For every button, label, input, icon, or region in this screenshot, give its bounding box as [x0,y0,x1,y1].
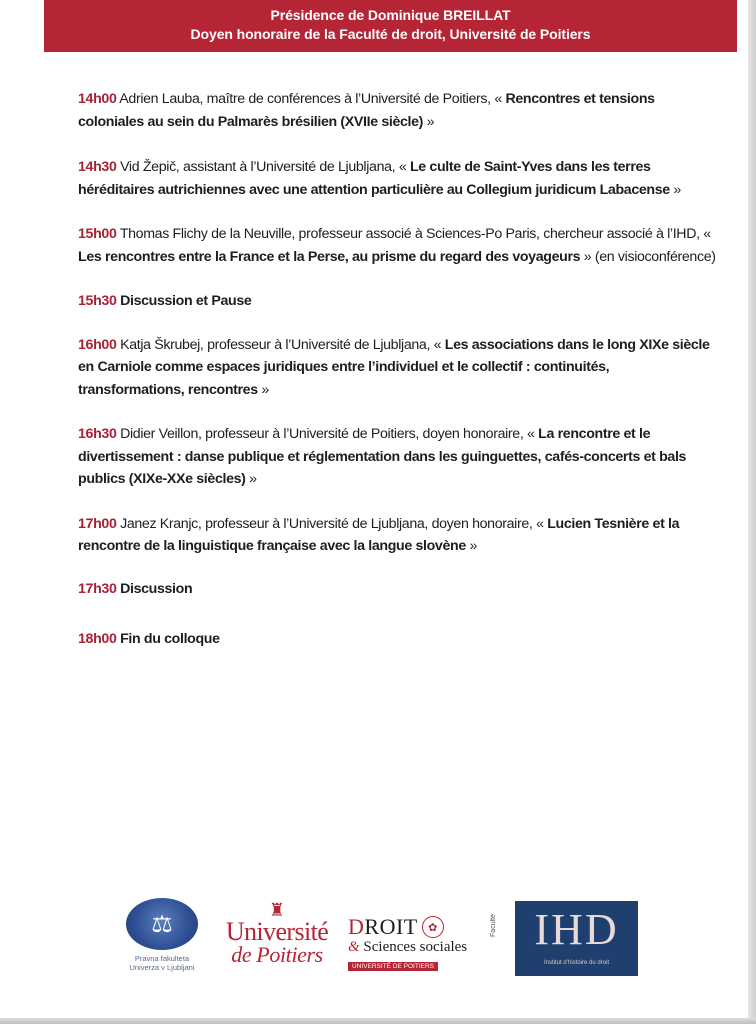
scales-icon: ⚖ [126,898,198,950]
program-entry [78,156,718,201]
entry-speaker: Didier Veillon, professeur à l’Université de Poitiers, doyen honoraire, « [116,426,539,442]
droit-subtitle-text: Sciences sociales [363,939,468,955]
entry-title: Le culte de Saint-Yves dans les terres héréditaires autrichiennes avec une attention particulière au Collegium juridicum Labacense [78,159,670,198]
entry-title: La rencontre et le divertissement : danse publique et réglementation dans les guinguettes, cafés-concerts et bals publics (XIXe-XXe siècles) [78,426,687,487]
program-list [78,88,718,651]
session-chair: Présidence de Dominique BREILLAT [270,7,511,23]
entry-time: 14h00 [78,91,117,107]
ihd-letters: IHD [534,905,619,954]
entry-speaker: Adrien Lauba, maître de conférences à l’Université de Poitiers, « [116,91,506,107]
entry-closing: » [465,538,478,554]
ihd-caption: Institut d’histoire du droit [543,960,610,966]
droit-faculte-label: Faculté [490,914,497,937]
droit-word-red: D [348,914,365,939]
chair-title: Doyen honoraire de la Faculté de droit, Université de Poitiers [190,26,591,42]
entry-title: Les associations dans le long XIXe siècle en Carniole comme espaces juridiques entre l’individuel et le collectif : continuités, transformations, rencontres [78,336,710,398]
droit-ampersand: & [348,939,360,955]
entry-title: Discussion et Pause [120,293,252,309]
program-entry [78,578,718,601]
droit-subtitle [348,939,506,955]
universite-poitiers-logo [218,900,336,966]
entry-title: Lucien Tesnière et la rencontre de la linguistique française avec la langue slovène [78,515,680,554]
entry-closing: » (en visioconférence) [580,248,716,265]
program-entry [78,334,718,402]
ljubljana-logo-line2: Univerza v Ljubljani [129,963,195,972]
entry-closing: » [257,381,269,398]
partner-logos [120,894,640,982]
entry-time: 17h30 [78,580,117,597]
entry-time: 16h00 [78,336,117,353]
droit-sciences-sociales-logo [348,916,506,973]
entry-title: Discussion [120,580,193,597]
droit-word-rest: ROIT [364,914,418,939]
entry-time: 16h30 [78,426,117,442]
session-header [44,0,737,52]
ihd-logo [515,901,638,976]
entry-speaker: Vid Žepič, assistant à l’Université de Ljubljana, « [116,159,410,175]
entry-closing: » [245,471,257,487]
entry-time: 14h30 [78,159,117,175]
program-entry [78,290,718,313]
page-edge [748,0,756,1024]
droit-university-bar: UNIVERSITÉ DE POITIERS [348,962,438,971]
page-bottom-edge [0,1018,756,1024]
droit-word [348,916,418,938]
seal-icon: ✿ [422,916,444,938]
entry-speaker: Katja Škrubej, professeur à l’Université de Ljubljana, « [116,336,445,353]
entry-speaker: Thomas Flichy de la Neuville, professeur associé à Sciences-Po Paris, chercheur associé à l’IHD, « [116,226,711,242]
poitiers-logo-line2: de Poitiers [231,942,323,967]
entry-title: Les rencontres entre la France et la Perse, au prisme du regard des voyageurs [78,248,581,265]
crest-icon: ♜ [268,900,286,920]
program-entry [78,88,718,133]
entry-time: 15h00 [78,226,117,242]
program-entry [78,513,718,558]
entry-speaker: Janez Kranjc, professeur à l’Université de Ljubljana, doyen honoraire, « [116,515,548,532]
poitiers-logo-line1: Université [225,917,329,946]
entry-time: 15h30 [78,293,117,309]
entry-time: 18h00 [78,631,117,647]
entry-title: Fin du colloque [120,631,220,647]
entry-time: 17h00 [78,515,117,532]
program-entry [78,628,718,651]
entry-closing: » [669,181,681,198]
program-entry [78,223,718,268]
entry-closing: » [423,113,435,130]
ljubljana-law-faculty-logo [120,898,204,972]
entry-title: Rencontres et tensions coloniales au sein du Palmarès brésilien (XVIIe siècle) [78,91,655,130]
ljubljana-logo-line1: Pravna fakulteta [134,954,190,963]
program-entry [78,423,718,491]
